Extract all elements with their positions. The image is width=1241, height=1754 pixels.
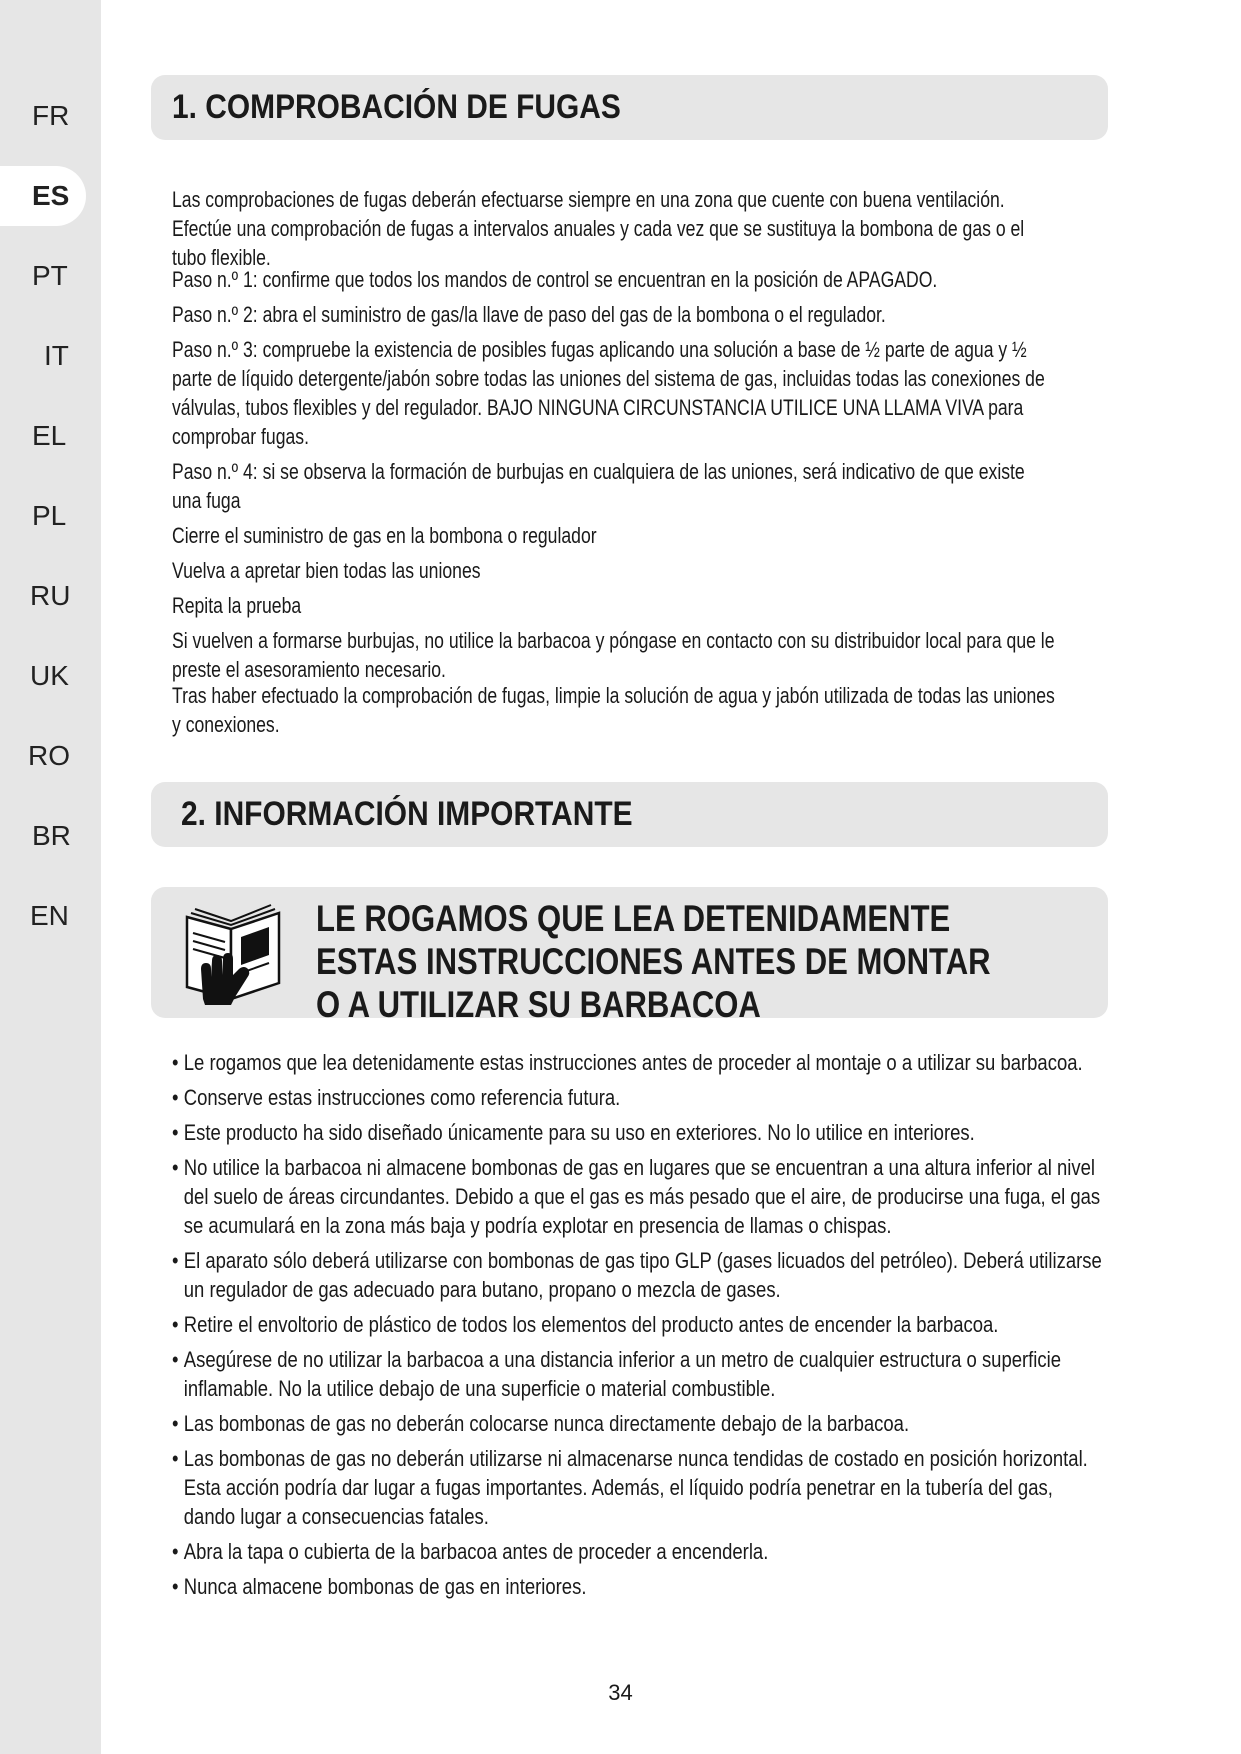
step-item: Cierre el suministro de gas en la bombona o regulador: [172, 523, 597, 548]
leak-check-intro: [172, 185, 1057, 272]
step-item: Vuelva a apretar bien todas las uniones: [172, 558, 481, 583]
list-item: • Nunca almacene bombonas de gas en interiores.: [172, 1572, 1106, 1601]
intro-paragraph: Las comprobaciones de fugas deberán efectuarse siempre en una zona que cuente con buena ventilación. Efectúe una comprobación de fugas a intervalos anuales y cada vez que se sustituya la bombona de gas o el tubo flexible.: [172, 187, 1025, 270]
list-item: • Conserve estas instrucciones como referencia futura.: [172, 1083, 1106, 1112]
list-item: • No utilice la barbacoa ni almacene bombonas de gas en lugares que se encuentran a una altura inferior al nivel del suelo de áreas circundantes. Debido a que el gas es más pesado que el aire, de producirse una fuga, el gas se acumulará en la zona más baja y podría explotar en presencia de llamas o chispas.: [172, 1153, 1106, 1240]
lang-tab-en[interactable]: EN: [30, 900, 69, 931]
step-item: Si vuelven a formarse burbujas, no utilice la barbacoa y póngase en contacto con su distribuidor local para que le preste el asesoramiento necesario.: [172, 628, 1055, 682]
lang-tab-fr[interactable]: FR: [32, 100, 70, 131]
lang-tab-es[interactable]: ES: [0, 166, 86, 226]
step-item: Paso n.º 1: confirme que todos los mandos de control se encuentran en la posición de APAGADO.: [172, 267, 938, 292]
closing-paragraph: Tras haber efectuado la comprobación de fugas, limpie la solución de agua y jabón utilizada de todas las uniones y conexiones.: [172, 683, 1055, 737]
list-item: • Las bombonas de gas no deberán colocarse nunca directamente debajo de la barbacoa.: [172, 1409, 1106, 1438]
step-item: Paso n.º 3: compruebe la existencia de posibles fugas aplicando una solución a base de ½ parte de agua y ½ parte de líquido detergente/jabón sobre todas las uniones del sistema de gas, incluidas todas las conexiones de válvulas, tubos flexibles y del regulador. BAJO NINGUNA CIRCUNSTANCIA UTILICE UNA LLAMA VIVA para comprobar fugas.: [172, 337, 1045, 449]
leak-check-closing: [172, 681, 1057, 739]
lang-tab-ru[interactable]: RU: [30, 580, 71, 611]
list-item: • Abra la tapa o cubierta de la barbacoa antes de proceder a encenderla.: [172, 1537, 1106, 1566]
list-item: • El aparato sólo deberá utilizarse con bombonas de gas tipo GLP (gases licuados del petróleo). Deberá utilizarse un regulador de gas adecuado para butano, propano o mezcla de gases.: [172, 1246, 1106, 1304]
step-item: Paso n.º 4: si se observa la formación de burbujas en cualquiera de las uniones, será indicativo de que existe una fuga: [172, 459, 1025, 513]
leak-check-steps: [172, 265, 1057, 684]
lang-tab-el[interactable]: EL: [32, 420, 67, 451]
list-item: • Le rogamos que lea detenidamente estas instrucciones antes de proceder al montaje o a utilizar su barbacoa.: [172, 1048, 1106, 1077]
list-item: • Este producto ha sido diseñado únicamente para su uso en exteriores. No lo utilice en interiores.: [172, 1118, 1106, 1147]
section-header-important-info: [151, 782, 1108, 847]
language-sidebar: [0, 0, 101, 1754]
lang-tab-pl[interactable]: PL: [32, 500, 67, 531]
lang-tab-pt[interactable]: PT: [32, 260, 68, 291]
lang-tab-br[interactable]: BR: [32, 820, 71, 851]
read-instructions-warning: [151, 887, 1108, 1025]
list-item: • Retire el envoltorio de plástico de todos los elementos del producto antes de encender la barbacoa.: [172, 1310, 1106, 1339]
lang-tab-ro[interactable]: RO: [28, 740, 70, 771]
list-item: • Asegúrese de no utilizar la barbacoa a una distancia inferior a un metro de cualquier estructura o superficie inflamable. No la utilice debajo de una superficie o material combustible.: [172, 1345, 1106, 1403]
lang-tab-uk[interactable]: UK: [30, 660, 69, 691]
read-manual-icon: [181, 903, 289, 1005]
page-number: 34: [608, 1680, 633, 1705]
section-header-leak-check: [151, 75, 1108, 140]
lang-tab-it[interactable]: IT: [44, 340, 69, 371]
list-item: • Las bombonas de gas no deberán utilizarse ni almacenarse nunca tendidas de costado en posición horizontal. Esta acción podría dar lugar a fugas importantes. Además, el líquido podría penetrar en la tubería del gas, dando lugar a consecuencias fatales.: [172, 1444, 1106, 1531]
important-info-list: [172, 1048, 1106, 1607]
step-item: Paso n.º 2: abra el suministro de gas/la llave de paso del gas de la bombona o el regulador.: [172, 302, 886, 327]
step-item: Repita la prueba: [172, 593, 302, 618]
warning-title: LE ROGAMOS QUE LEA DETENIDAMENTE ESTAS INSTRUCCIONES ANTES DE MONTAR O A UTILIZAR SU BARBACOA: [316, 898, 991, 1025]
section-title: 2. INFORMACIÓN IMPORTANTE: [181, 795, 633, 833]
section-title: 1. COMPROBACIÓN DE FUGAS: [172, 88, 621, 126]
